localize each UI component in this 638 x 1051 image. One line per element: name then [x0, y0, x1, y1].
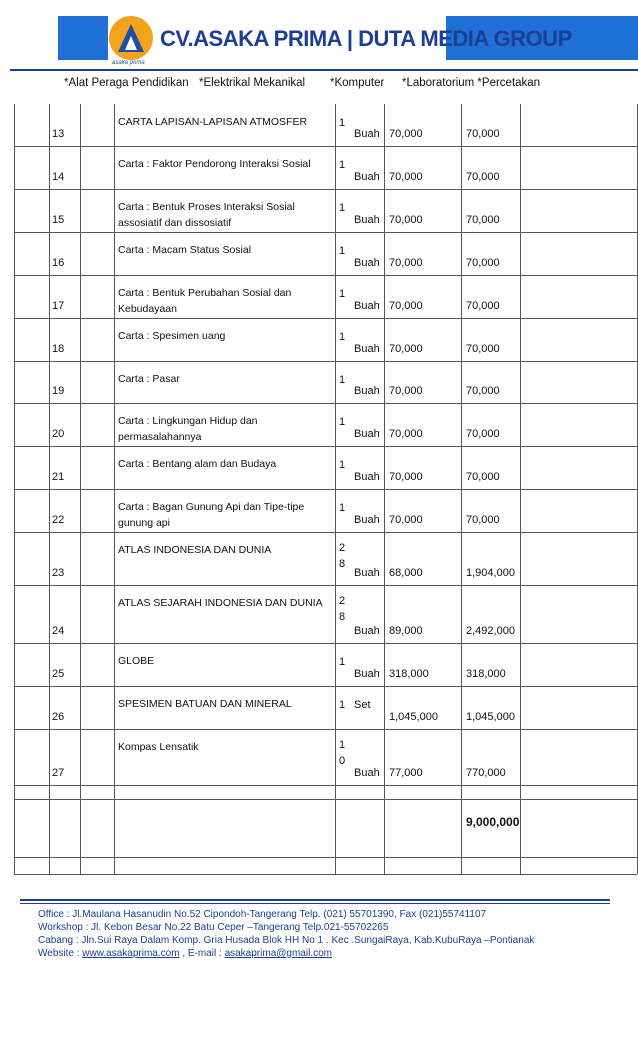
item-unit: Buah: [354, 471, 380, 483]
item-quantity: 1: [339, 502, 346, 514]
item-total-price: 1,904,000: [466, 567, 515, 579]
table-row-line: [14, 232, 637, 233]
table-row-line: [14, 643, 637, 644]
tagline-komputer: *Komputer: [330, 77, 385, 89]
item-unit: Buah: [354, 214, 380, 226]
item-quantity: 1: [339, 699, 346, 711]
item-unit-price: 318,000: [389, 668, 429, 680]
item-unit: Buah: [354, 171, 380, 183]
row-number: 20: [52, 428, 65, 440]
item-unit-price: 1,045,000: [389, 711, 438, 723]
logo-triangle-inner-icon: [125, 36, 137, 50]
table-row-line: [14, 729, 637, 730]
row-number: 15: [52, 214, 65, 226]
row-number: 27: [52, 767, 65, 779]
item-unit: Buah: [354, 128, 380, 140]
item-total-price: 770,000: [466, 767, 506, 779]
item-unit-price: 89,000: [389, 625, 423, 637]
table-row-line: [14, 585, 637, 586]
item-quantity: 2: [339, 542, 346, 554]
item-quantity: 1: [339, 202, 346, 214]
item-quantity: 0: [339, 755, 346, 767]
item-unit-price: 77,000: [389, 767, 423, 779]
item-unit-price: 70,000: [389, 300, 423, 312]
website-link[interactable]: www.asakaprima.com: [82, 948, 180, 959]
item-unit-price: 68,000: [389, 567, 423, 579]
item-unit-price: 70,000: [389, 257, 423, 269]
item-description: Carta : Macam Status Sosial: [118, 244, 252, 256]
item-description: Carta : Spesimen uang: [118, 330, 226, 342]
item-quantity: 1: [339, 117, 346, 129]
row-number: 24: [52, 625, 65, 637]
row-number: 26: [52, 711, 65, 723]
item-total-price: 1,045,000: [466, 711, 515, 723]
footer-website-line: [38, 948, 332, 959]
footer-website-label: Website :: [38, 948, 83, 959]
item-total-price: 70,000: [466, 514, 500, 526]
email-link[interactable]: asakaprima@gmail.com: [224, 948, 332, 959]
row-number: 18: [52, 343, 65, 355]
item-quantity: 8: [339, 611, 346, 623]
item-description: Carta : Bagan Gunung Api dan Tipe-tipe: [118, 501, 305, 513]
header-divider: [10, 69, 638, 71]
footer-cabang: Cabang : Jln.Sui Raya Dalam Komp. Gria Husada Blok HH No 1 . Kec .SungaiRaya, Kab.KubuRaya –Pontianak: [38, 935, 535, 946]
tagline-elektrikal: *Elektrikal Mekanikal: [199, 77, 306, 89]
item-description: Kebudayaan: [118, 303, 177, 315]
item-unit: Buah: [354, 625, 380, 637]
table-row-line: [14, 532, 637, 533]
logo-text: asaka prima: [112, 60, 145, 66]
row-number: 22: [52, 514, 65, 526]
table-row-line: [14, 489, 637, 490]
item-description: ATLAS INDONESIA DAN DUNIA: [118, 544, 272, 556]
table-row-line: [14, 403, 637, 404]
item-description: Carta : Faktor Pendorong Interaksi Sosial: [118, 158, 311, 170]
company-name: CV.ASAKA PRIMA | DUTA MEDIA GROUP: [160, 26, 572, 51]
item-description: assosiatif dan dissosiatif: [118, 217, 232, 229]
item-description: Kompas Lensatik: [118, 741, 199, 753]
item-unit-price: 70,000: [389, 471, 423, 483]
row-number: 13: [52, 128, 65, 140]
item-quantity: 1: [339, 374, 346, 386]
item-total-price: 70,000: [466, 300, 500, 312]
table-row-line: [14, 799, 637, 800]
item-description: permasalahannya: [118, 431, 202, 443]
table-row-line: [14, 361, 637, 362]
item-unit: Buah: [354, 514, 380, 526]
row-number: 16: [52, 257, 65, 269]
item-description: Carta : Pasar: [118, 373, 180, 385]
item-total-price: 70,000: [466, 385, 500, 397]
item-quantity: 2: [339, 595, 346, 607]
item-total-price: 70,000: [466, 257, 500, 269]
item-quantity: 1: [339, 288, 346, 300]
item-quantity: 1: [339, 739, 346, 751]
footer-workshop: Workshop : Jl. Kebon Besar No.22 Batu Ceper –Tangerang Telp.021-55702265: [38, 922, 389, 933]
item-description: GLOBE: [118, 655, 155, 667]
item-unit-price: 70,000: [389, 343, 423, 355]
item-unit: Buah: [354, 300, 380, 312]
table-row-line: [14, 874, 637, 875]
row-number: 23: [52, 567, 65, 579]
item-unit-price: 70,000: [389, 428, 423, 440]
item-unit-price: 70,000: [389, 128, 423, 140]
row-number: 14: [52, 171, 65, 183]
item-unit: Buah: [354, 668, 380, 680]
item-unit-price: 70,000: [389, 385, 423, 397]
row-number: 21: [52, 471, 65, 483]
item-description: Carta : Bentuk Perubahan Sosial dan: [118, 287, 292, 299]
table-row-line: [14, 189, 637, 190]
item-quantity: 8: [339, 558, 346, 570]
item-quantity: 1: [339, 245, 346, 257]
item-description: Carta : Bentuk Proses Interaksi Sosial: [118, 201, 295, 213]
item-description: ATLAS SEJARAH INDONESIA DAN DUNIA: [118, 597, 323, 609]
item-unit: Set: [354, 699, 371, 711]
item-description: Carta : Bentang alam dan Budaya: [118, 458, 277, 470]
header-blue-block-left: [58, 16, 108, 60]
table-row-line: [14, 446, 637, 447]
item-unit: Buah: [354, 385, 380, 397]
row-number: 19: [52, 385, 65, 397]
item-quantity: 1: [339, 159, 346, 171]
item-total-price: 70,000: [466, 214, 500, 226]
tagline-laboratorium: *Laboratorium *Percetakan: [402, 77, 541, 89]
item-unit-price: 70,000: [389, 171, 423, 183]
table-row-line: [14, 146, 637, 147]
grand-total: 9,000,000: [466, 815, 520, 829]
tagline-alat-peraga: *Alat Peraga Pendidikan: [64, 77, 189, 89]
table-row-line: [14, 857, 637, 858]
item-total-price: 70,000: [466, 428, 500, 440]
footer-divider-thick: [20, 899, 610, 901]
item-quantity: 1: [339, 331, 346, 343]
row-number: 17: [52, 300, 65, 312]
item-total-price: 318,000: [466, 668, 506, 680]
item-unit: Buah: [354, 567, 380, 579]
item-total-price: 70,000: [466, 128, 500, 140]
item-unit: Buah: [354, 257, 380, 269]
item-description: Carta : Lingkungan Hidup dan: [118, 415, 258, 427]
item-unit: Buah: [354, 428, 380, 440]
item-description: SPESIMEN BATUAN DAN MINERAL: [118, 698, 292, 710]
item-total-price: 70,000: [466, 171, 500, 183]
footer-email-label: , E-mail :: [179, 948, 225, 959]
item-unit-price: 70,000: [389, 214, 423, 226]
item-total-price: 70,000: [466, 471, 500, 483]
footer-divider-thin: [20, 903, 610, 904]
table-row-line: [14, 785, 637, 786]
item-unit: Buah: [354, 767, 380, 779]
footer-office: Office : Jl.Maulana Hasanudin No.52 Cipondoh-Tangerang Telp. (021) 55701390, Fax (021)55741107: [38, 909, 487, 920]
item-total-price: 70,000: [466, 343, 500, 355]
table-row-line: [14, 275, 637, 276]
row-number: 25: [52, 668, 65, 680]
item-quantity: 1: [339, 656, 346, 668]
item-total-price: 2,492,000: [466, 625, 515, 637]
item-quantity: 1: [339, 459, 346, 471]
item-quantity: 1: [339, 416, 346, 428]
item-description: CARTA LAPISAN-LAPISAN ATMOSFER: [118, 116, 308, 128]
table-row-line: [14, 686, 637, 687]
item-unit: Buah: [354, 343, 380, 355]
item-description: gunung api: [118, 517, 170, 529]
item-unit-price: 70,000: [389, 514, 423, 526]
table-row-line: [14, 318, 637, 319]
